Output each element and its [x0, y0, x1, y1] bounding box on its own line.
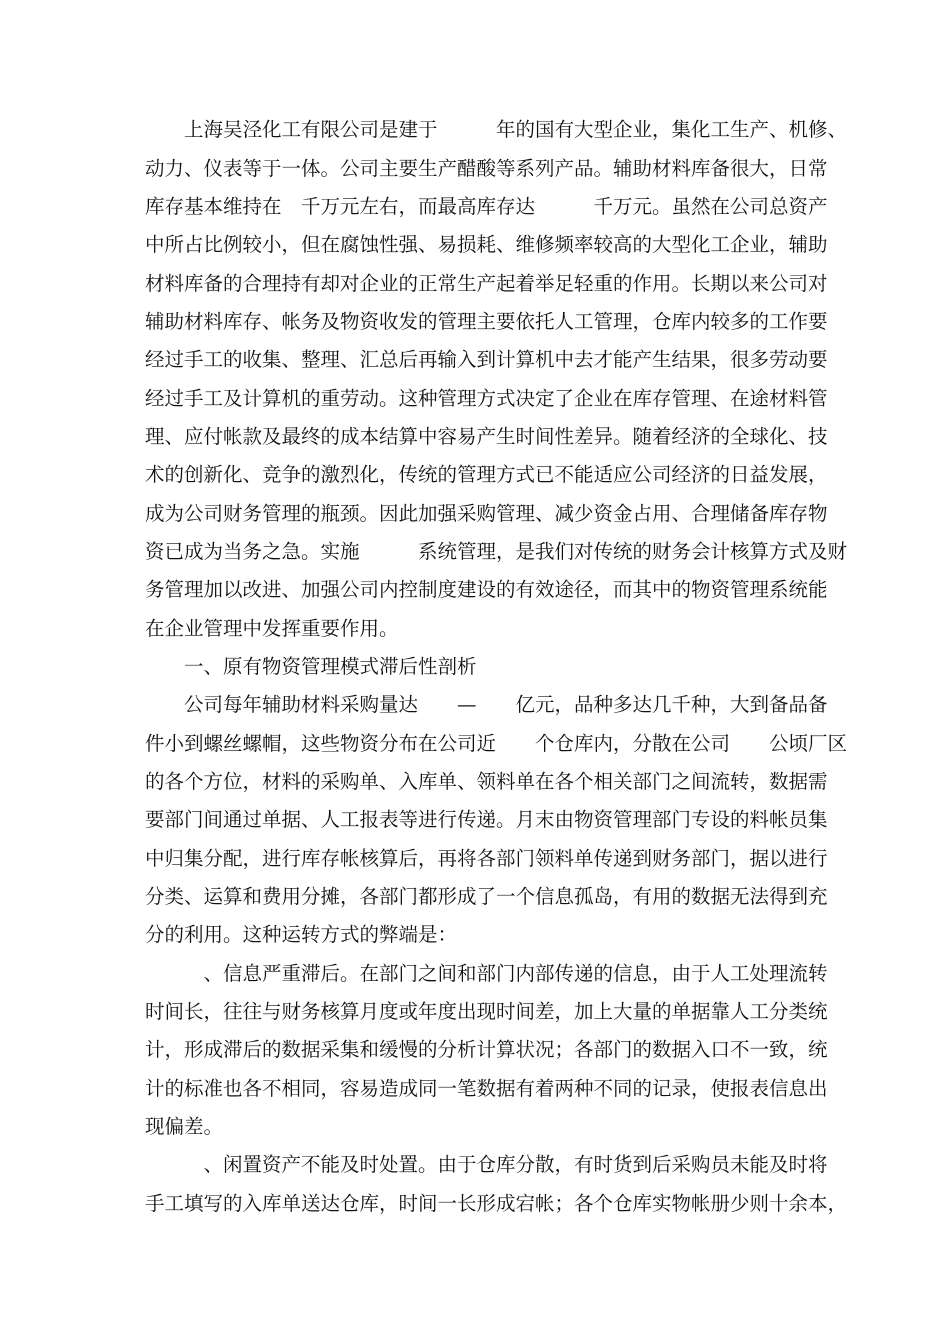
- paragraph-line: 中所占比例较小，但在腐蚀性强、易损耗、维修频率较高的大型化工企业，辅助: [145, 233, 828, 256]
- paragraph-line: 在企业管理中发挥重要作用。: [145, 617, 399, 640]
- paragraph-line: 公司每年辅助材料采购量达 — 亿元，品种多达几千种，大到备品备: [184, 693, 828, 716]
- paragraph-line: 务管理加以改进、加强公司内控制度建设的有效途径，而其中的物资管理系统能: [145, 578, 828, 601]
- section-heading: 一、原有物资管理模式滞后性剖析: [184, 655, 477, 678]
- paragraph-line: 辅助材料库存、帐务及物资收发的管理主要依托人工管理，仓库内较多的工作要: [145, 310, 828, 333]
- paragraph-line: 上海吴泾化工有限公司是建于 年的国有大型企业，集化工生产、机修、: [184, 118, 848, 141]
- paragraph-line: 件小到螺丝螺帽，这些物资分布在公司近 个仓库内，分散在公司 公顷厂区: [145, 732, 848, 755]
- paragraph-line: 材料库备的合理持有却对企业的正常生产起着举足轻重的作用。长期以来公司对: [145, 272, 828, 295]
- paragraph-line: 理、应付帐款及最终的成本结算中容易产生时间性差异。随着经济的全球化、技: [145, 425, 828, 448]
- paragraph-line: 成为公司财务管理的瓶颈。因此加强采购管理、减少资金占用、合理储备库存物: [145, 502, 828, 525]
- paragraph-line: 现偏差。: [145, 1115, 224, 1138]
- paragraph-line: 要部门间通过单据、人工报表等进行传递。月末由物资管理部门专设的料帐员集: [145, 808, 828, 831]
- paragraph-line: 库存基本维持在 千万元左右，而最高库存达 千万元。虽然在公司总资产: [145, 195, 828, 218]
- paragraph-line: 中归集分配，进行库存帐核算后，再将各部门领料单传递到财务部门，据以进行: [145, 847, 828, 870]
- paragraph-line: 手工填写的入库单送达仓库，时间一长形成宕帐；各个仓库实物帐册少则十余本，: [145, 1192, 848, 1215]
- paragraph-line: 经过手工及计算机的重劳动。这种管理方式决定了企业在库存管理、在途材料管: [145, 387, 828, 410]
- paragraph-line: 分的利用。这种运转方式的弊端是：: [145, 923, 458, 946]
- paragraph-line: 的各个方位，材料的采购单、入库单、领料单在各个相关部门之间流转，数据需: [145, 770, 828, 793]
- paragraph-line: 时间长，往往与财务核算月度或年度出现时间差，加上大量的单据靠人工分类统: [145, 1000, 828, 1023]
- paragraph-line: 计的标准也各不相同，容易造成同一笔数据有着两种不同的记录，使报表信息出: [145, 1077, 828, 1100]
- paragraph-line: 资已成为当务之急。实施 系统管理，是我们对传统的财务会计核算方式及财: [145, 540, 848, 563]
- paragraph-line: 动力、仪表等于一体。公司主要生产醋酸等系列产品。辅助材料库备很大，日常: [145, 157, 828, 180]
- paragraph-line: 经过手工的收集、整理、汇总后再输入到计算机中去才能产生结果，很多劳动要: [145, 348, 828, 371]
- paragraph-line: 计，形成滞后的数据采集和缓慢的分析计算状况；各部门的数据入口不一致，统: [145, 1038, 828, 1061]
- paragraph-line: 术的创新化、竞争的激烈化，传统的管理方式已不能适应公司经济的日益发展，: [145, 463, 828, 486]
- paragraph-line: 、闲置资产不能及时处置。由于仓库分散，有时货到后采购员未能及时将: [184, 1153, 828, 1176]
- paragraph-line: 、信息严重滞后。在部门之间和部门内部传递的信息，由于人工处理流转: [184, 962, 828, 985]
- paragraph-line: 分类、运算和费用分摊，各部门都形成了一个信息孤岛，有用的数据无法得到充: [145, 885, 828, 908]
